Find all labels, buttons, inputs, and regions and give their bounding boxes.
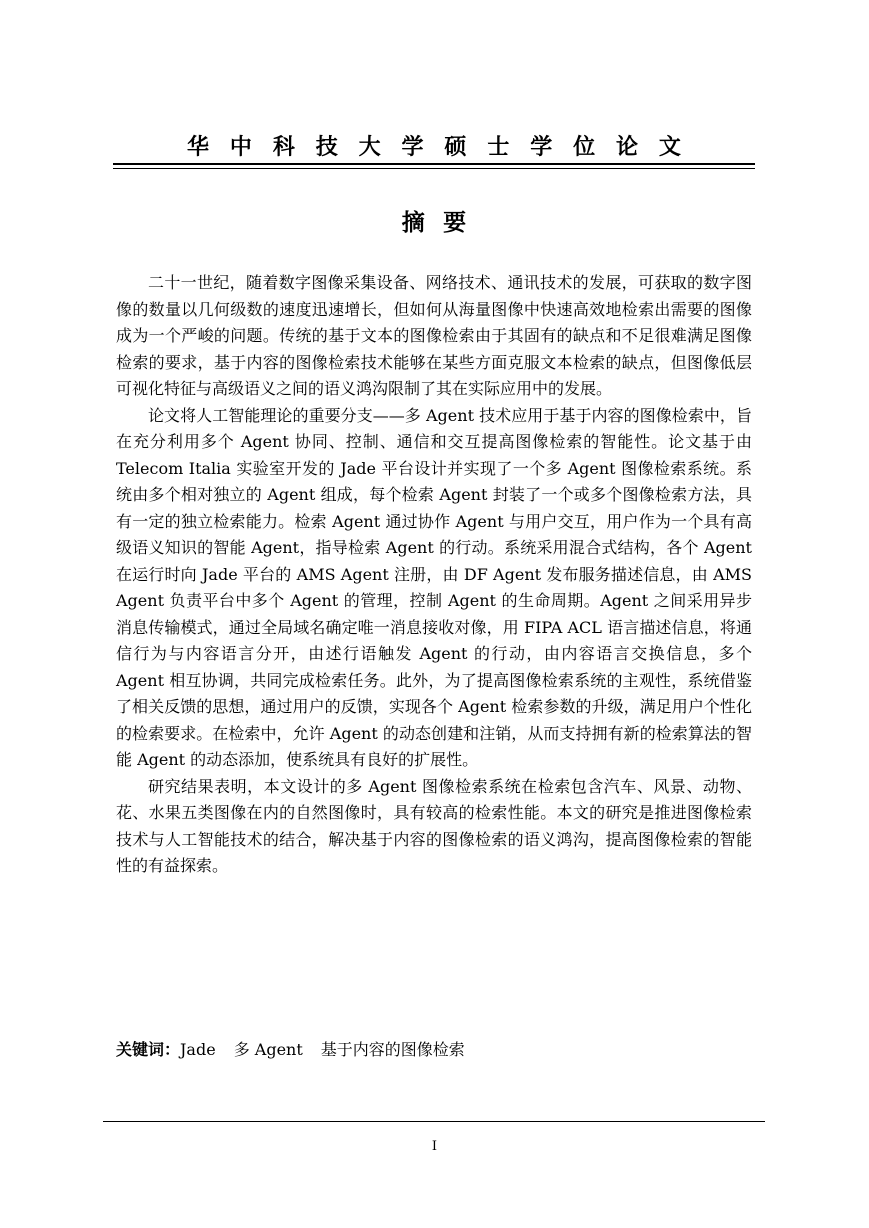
abstract-paragraph-3: 研究结果表明，本文设计的多 Agent 图像检索系统在检索包含汽车、风景、动物、花、水果五类图像在内的自然图像时，具有较高的检索性能。本文的研究是推进图像检索技术与人工智能技术的结合，解决基于内容的图像检索的语义鸿沟，提高图像检索的智能性的有益探索。 [116, 776, 752, 875]
thesis-header-title: 华中科技大学硕士学位论文 [187, 134, 702, 160]
abstract-paragraph-2: 论文将人工智能理论的重要分支——多 Agent 技术应用于基于内容的图像检索中，旨在充分利用多个 Agent 协同、控制、通信和交互提高图像检索的智能性。论文基于由 Telecom Italia 实验室开发的 Jade 平台设计并实现了一个多 Agent 图像检索系统。系统由多个相对独立的 Agent 组成，每个检索 Agent 封装了一个或多个图像检索方法，具有一定的独立检索能力。检索 Agent 通过协作 Agent 与用户交互，用户作为一个具有高级语义知识的智能 Agent，指导检索 Agent 的行动。系统采用混合式结构，各个 Agent 在运行时向 Jade 平台的 AMS Agent 注册，由 DF Agent 发布服务描述信息，由 AMS Agent 负责平台中多个 Agent 的管理，控制 Agent 的生命周期。Agent 之间采用异步消息传输模式，通过全局域名确定唯一消息接收对像，用 FIPA ACL 语言描述信息，将通信行为与内容语言分开，由述行语触发 Agent 的行动，由内容语言交换信息，多个 Agent 相互协调，共同完成检索任务。此外，为了提高图像检索系统的主观性，系统借鉴了相关反馈的思想，通过用户的反馈，实现各个 Agent 检索参数的升级，满足用户个性化的检索要求。在检索中，允许 Agent 的动态创建和注销，从而支持拥有新的检索算法的智能 Agent 的动态添加，使系统具有良好的扩展性。 [116, 405, 752, 769]
keyword-item: 基于内容的图像检索 [320, 1040, 465, 1059]
keyword-item: 多 Agent [233, 1040, 303, 1059]
abstract-body [116, 270, 752, 880]
abstract-heading: 摘要 [401, 209, 485, 236]
keyword-item: Jade [180, 1040, 216, 1059]
footer-rule [103, 1121, 765, 1122]
header-rule-thin [113, 168, 755, 169]
keywords-line [116, 1038, 483, 1062]
page-number: I [431, 1139, 438, 1154]
keywords-label: 关键词： [116, 1040, 181, 1059]
header-rule-thick [113, 163, 755, 165]
abstract-paragraph-1: 二十一世纪，随着数字图像采集设备、网络技术、通讯技术的发展，可获取的数字图像的数量以几何级数的速度迅速增长，但如何从海量图像中快速高效地检索出需要的图像成为一个严峻的问题。传统的基于文本的图像检索由于其固有的缺点和不足很难满足图像检索的要求，基于内容的图像检索技术能够在某些方面克服文本检索的缺点，但图像低层可视化特征与高级语义之间的语义鸿沟限制了其在实际应用中的发展。 [116, 273, 752, 398]
